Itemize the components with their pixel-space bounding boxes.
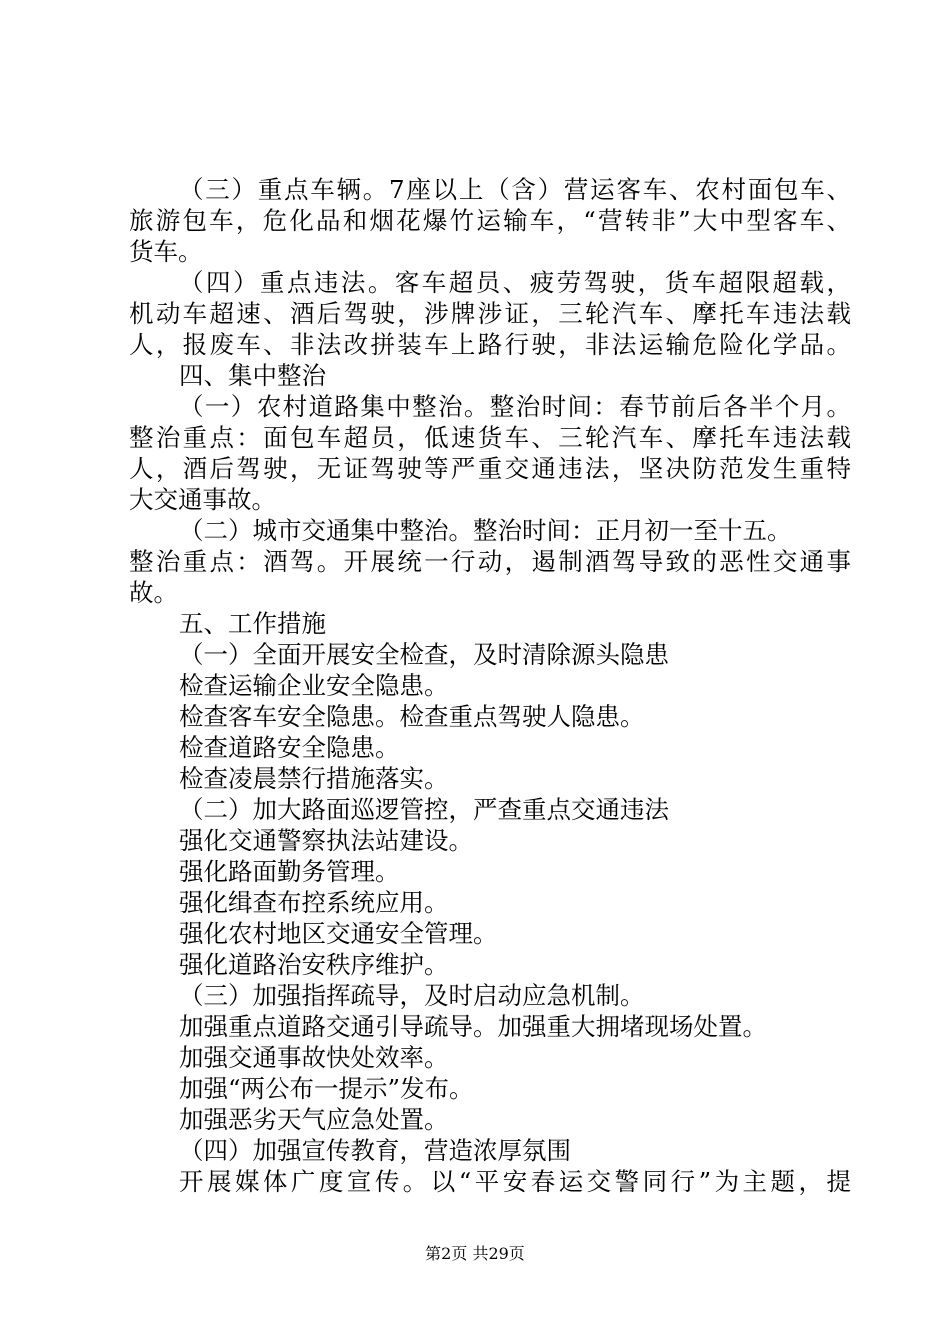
list-item: 强化路面勤务管理。 <box>179 857 400 886</box>
paragraph-line: 机动车超速、酒后驾驶，涉牌涉证，三轮汽车、摩托车违法载 <box>129 299 851 328</box>
list-item: 强化缉查布控系统应用。 <box>179 888 449 917</box>
paragraph-line: 旅游包车，危化品和烟花爆竹运输车，“营转非”大中型客车、 <box>129 206 851 235</box>
paragraph-line: 人，酒后驾驶，无证驾驶等严重交通违法，坚决防范发生重特 <box>129 454 851 483</box>
list-item: 加强“两公布一提示”发布。 <box>179 1074 474 1103</box>
section-heading: 四、集中整治 <box>179 361 326 390</box>
paragraph-line: 人，报废车、非法改拼装车上路行驶，非法运输危险化学品。 <box>129 330 851 359</box>
page-number: 第2页 共29页 <box>425 1244 525 1263</box>
subsection-heading: （四）加强宣传教育，营造浓厚氛围 <box>179 1136 571 1165</box>
paragraph-line: 故。 <box>129 578 178 607</box>
list-item: 强化道路治安秩序维护。 <box>179 950 449 979</box>
paragraph-line: （一）农村道路集中整治。整治时间：春节前后各半个月。 <box>179 392 851 421</box>
list-item: 检查客车安全隐患。检查重点驾驶人隐患。 <box>179 702 645 731</box>
paragraph-line: 整治重点：面包车超员，低速货车、三轮汽车、摩托车违法载 <box>129 423 851 452</box>
list-item: 检查凌晨禁行措施落实。 <box>179 764 449 793</box>
list-item: 强化交通警察执法站建设。 <box>179 826 473 855</box>
paragraph-line: 大交通事故。 <box>129 485 276 514</box>
paragraph-line: （三）重点车辆。7座以上（含）营运客车、农村面包车、 <box>179 175 851 204</box>
paragraph-line: （四）重点违法。客车超员、疲劳驾驶，货车超限超载， <box>179 268 851 297</box>
subsection-heading: （三）加强指挥疏导，及时启动应急机制。 <box>179 981 645 1010</box>
list-item: 检查运输企业安全隐患。 <box>179 671 449 700</box>
paragraph-line: 开展媒体广度宣传。以“平安春运交警同行”为主题，提 <box>179 1167 851 1196</box>
list-item: 加强重点道路交通引导疏导。加强重大拥堵现场处置。 <box>179 1012 767 1041</box>
paragraph-line: 货车。 <box>129 237 203 266</box>
list-item: 检查道路安全隐患。 <box>179 733 400 762</box>
document-body <box>129 174 851 1197</box>
list-item: 加强恶劣天气应急处置。 <box>179 1105 449 1134</box>
list-item: 加强交通事故快处效率。 <box>179 1043 449 1072</box>
section-heading: 五、工作措施 <box>179 609 326 638</box>
paragraph-line: 整治重点：酒驾。开展统一行动，遏制酒驾导致的恶性交通事 <box>129 547 851 576</box>
list-item: 强化农村地区交通安全管理。 <box>179 919 498 948</box>
paragraph-line: （二）城市交通集中整治。整治时间：正月初一至十五。 <box>179 516 792 545</box>
subsection-heading: （一）全面开展安全检查，及时清除源头隐患 <box>179 640 669 669</box>
subsection-heading: （二）加大路面巡逻管控，严查重点交通违法 <box>179 795 669 824</box>
